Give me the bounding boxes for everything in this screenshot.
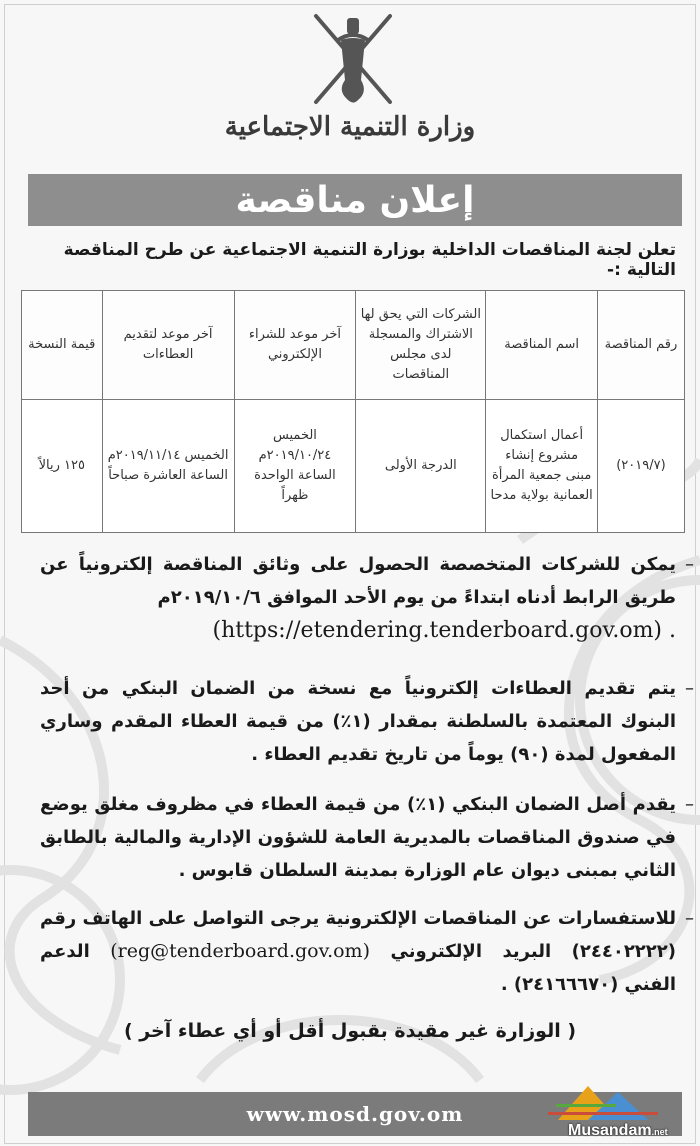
header-eligible-companies: الشركات التي يحق لها الاشتراك والمسجلة لدى مجلس المناقصات xyxy=(356,291,486,400)
cell-tender-number: (٢٠١٩/٧) xyxy=(597,400,684,533)
bullet-dash: – xyxy=(685,554,694,575)
etendering-link[interactable]: (https://etendering.tenderboard.gov.om) . xyxy=(212,618,676,643)
paragraph-guarantee-text: يقدم أصل الضمان البنكي (١٪) من قيمة العطاء في مظروف مغلق يوضع في صندوق المناقصات بالمديرية العامة للشؤون الإدارية والمالية بالطابق الثاني بمبنى ديوان عام الوزارة بمدينة السلطان قابوس . xyxy=(40,794,676,881)
header-tender-number: رقم المناقصة xyxy=(597,291,684,400)
bullet-dash: – xyxy=(685,908,694,929)
paragraph-inquiries-text: للاستفسارات عن المناقصات الإلكترونية يرجى التواصل على الهاتف رقم (٢٤٤٠٢٢٢٢) البريد الإلكتروني xyxy=(40,908,676,962)
table-row xyxy=(22,400,685,533)
watermark-text xyxy=(568,1122,668,1140)
intro-text: تعلن لجنة المناقصات الداخلية بوزارة التنمية الاجتماعية عن طرح المناقصة التالية :- xyxy=(63,240,676,280)
support-email-link[interactable]: (reg@tenderboard.gov.om) xyxy=(110,940,370,962)
watermark xyxy=(540,1078,700,1146)
watermark-brand: Musandam xyxy=(568,1122,652,1139)
watermark-suffix: .net xyxy=(651,1127,668,1137)
header-copy-price: قيمة النسخة xyxy=(22,291,103,400)
khanjar-emblem-icon xyxy=(298,10,408,110)
technical-support-text: الدعم الفني (٢٤١٦٦٦٧٠) . xyxy=(40,941,676,995)
cell-tender-name: أعمال استكمال مشروع إنشاء مبنى جمعية المرأة العمانية بولاية مدحا xyxy=(486,400,597,533)
watermark-logo-icon xyxy=(548,1082,658,1122)
cell-copy-price: ١٢٥ ريالاً xyxy=(22,400,103,533)
paragraph-documents xyxy=(40,548,694,647)
paragraph-submission xyxy=(40,672,694,771)
paragraph-guarantee xyxy=(40,788,694,887)
paragraph-submission-text: يتم تقديم العطاءات إلكترونياً مع نسخة من الضمان البنكي من أحد البنوك المعتمدة بالسلطنة بمقدار (١٪) من قيمة العطاء المقدم وساري المفعول لمدة (٩٠) يوماً من تاريخ تقديم العطاء . xyxy=(40,678,677,765)
table-header-row xyxy=(22,291,685,400)
cell-eligible-companies: الدرجة الأولى xyxy=(356,400,486,533)
cell-submission-deadline: الخميس ٢٠١٩/١١/١٤م الساعة العاشرة صباحاً xyxy=(102,400,234,533)
title-banner xyxy=(28,174,682,226)
disclaimer-note: ( الوزارة غير مقيدة بقبول أقل أو أي عطاء آخر ) xyxy=(123,1020,577,1042)
bullet-dash: – xyxy=(685,794,694,815)
ministry-name: وزارة التنمية الاجتماعية xyxy=(224,112,476,142)
header-tender-name: اسم المناقصة xyxy=(486,291,597,400)
page-title: إعلان مناقصة xyxy=(235,179,475,221)
tender-table xyxy=(21,290,685,533)
website-link[interactable]: www.mosd.gov.om xyxy=(246,1102,464,1126)
cell-purchase-deadline: الخميس ٢٠١٩/١٠/٢٤م الساعة الواحدة ظهراً xyxy=(234,400,356,533)
header-purchase-deadline: آخر موعد للشراء الإلكتروني xyxy=(234,291,356,400)
paragraph-inquiries xyxy=(40,902,694,1001)
header-submission-deadline: آخر موعد لتقديم العطاءات xyxy=(102,291,234,400)
paragraph-documents-text: يمكن للشركات المتخصصة الحصول على وثائق المناقصة إلكترونياً عن طريق الرابط أدناه ابتداءً من يوم الأحد الموافق ٢٠١٩/١٠/٦م xyxy=(40,554,676,608)
bullet-dash: – xyxy=(685,678,694,699)
